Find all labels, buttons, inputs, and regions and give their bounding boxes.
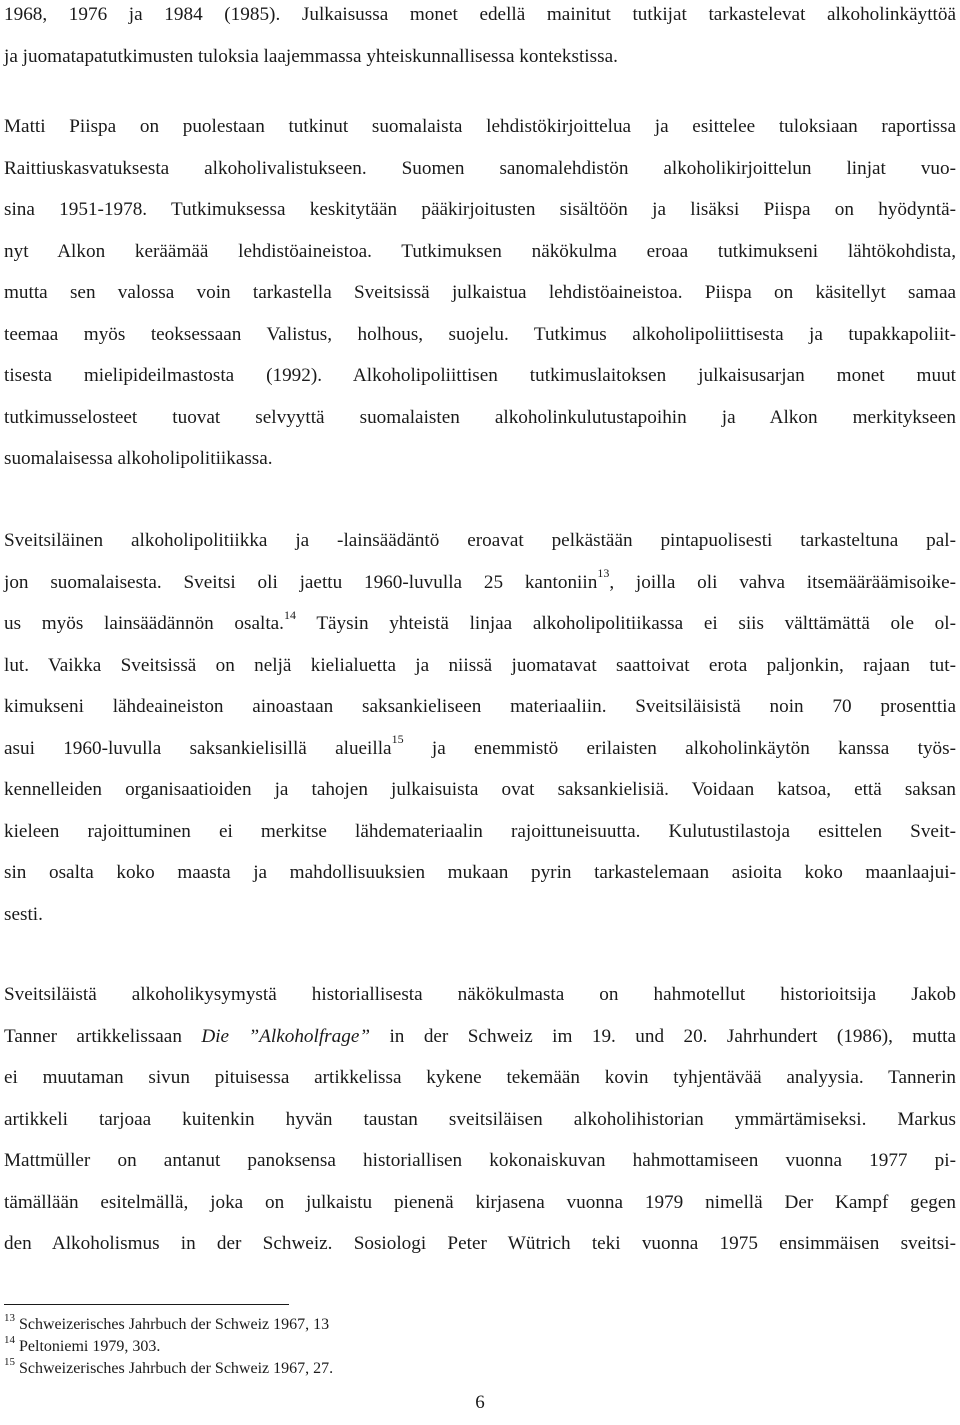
text-line: mutta sen valossa voin tarkastella Sveitsissä julkaistua lehdistöaineistoa. Piispa on käsitellyt samaa (4, 282, 956, 303)
text-line (4, 1016, 956, 1058)
text-line: Matti Piispa on puolestaan tutkinut suomalaista lehdistökirjoittelua ja esittelee tuloksiaan raportissa (4, 116, 956, 137)
text-line: Sveitsiläinen alkoholipolitiikka ja -lainsäädäntö eroavat pelkästään pintapuolisesti tarkasteltuna pal- (4, 530, 956, 551)
text-line: suomalaisessa alkoholipolitiikassa. (4, 448, 273, 469)
text-span: Tanner artikkelissaan (4, 1025, 202, 1047)
paragraph-1 (4, 0, 956, 77)
footnote-number: 13 (4, 1311, 15, 1324)
text-line (4, 603, 956, 645)
footnote-number: 15 (4, 1355, 15, 1368)
footnote-number: 14 (4, 1333, 15, 1346)
page-number: 6 (475, 1392, 485, 1413)
text-line: sina 1951-1978. Tutkimuksessa keskitytään pääkirjoitusten sisältöön ja lisäksi Piispa on hyödyntä- (4, 199, 956, 220)
text-line: kieleen rajoittuminen ei merkitse lähdemateriaalin rajoittuneisuutta. Kulutustilastoja esittelen Sveit- (4, 820, 956, 842)
footnote-ref-15[interactable]: 15 (391, 732, 404, 747)
footnote (4, 1333, 604, 1358)
footnote (4, 1355, 604, 1380)
text-line (4, 562, 956, 604)
footnote-text: Peltoniemi 1979, 303. (19, 1338, 161, 1355)
text-span: us myös lainsäädännön osalta. (4, 613, 284, 634)
text-line: Raittiuskasvatuksesta alkoholivalistukseen. Suomen sanomalehdistön alkoholikirjoittelun linjat vuo- (4, 157, 956, 179)
text-span: asui 1960-luvulla saksankielisillä alueilla (4, 737, 392, 759)
text-span: Täysin yhteistä linjaa alkoholipolitiikassa ei siis välttämättä ole ol- (295, 613, 956, 634)
text-line (4, 728, 956, 770)
text-line: tisesta mielipideilmastosta (1992). Alkoholipoliittisen tutkimuslaitoksen julkaisusarjan monet muut (4, 365, 956, 386)
text-span: in der Schweiz im 19. und 20. Jahrhundert (1986), mutta (370, 1025, 957, 1047)
text-line: ei muutaman sivun pituisessa artikkelissa kykene tekemään kovin tyhjentävää analyysia. Tannerin (4, 1067, 956, 1088)
text-line: kennelleiden organisaatioiden ja tahojen julkaisuista ovat saksankielisiä. Voidaan katsoa, että saksan (4, 779, 956, 800)
text-line: tämällään esitelmällä, joka on julkaistu pienenä kirjasena vuonna 1979 nimellä Der Kampf gegen (4, 1191, 956, 1213)
text-line: tutkimusselosteet tuovat selvyyttä suomalaisten alkoholinkulutustapoihin ja Alkon merkitykseen (4, 406, 956, 428)
footnote-ref-13[interactable]: 13 (597, 566, 610, 581)
text-line: 1968, 1976 ja 1984 (1985). Julkaisussa monet edellä mainitut tutkijat tarkastelevat alkoholinkäyttöä (4, 4, 956, 25)
text-line: ja juomatapatutkimusten tuloksia laajemmassa yhteiskunnallisessa kontekstissa. (4, 45, 618, 67)
text-line: teemaa myös teoksessaan Valistus, holhous, suojelu. Tutkimus alkoholipoliittisesta ja tupakkapoliit- (4, 323, 956, 345)
text-line: nyt Alkon keräämää lehdistöaineistoa. Tutkimuksen näkökulma eroaa tutkimukseni lähtökohdista, (4, 240, 956, 262)
footnote-text: Schweizerisches Jahrbuch der Schweiz 1967, 27. (19, 1360, 334, 1377)
text-span: ja enemmistö erilaisten alkoholinkäytön kanssa työs- (403, 737, 956, 759)
text-line: Mattmüller on antanut panoksensa historiallisen kokonaiskuvan hahmottamiseen vuonna 1977 pi- (4, 1150, 956, 1171)
text-line: sesti. (4, 903, 43, 925)
text-line: artikkeli tarjoaa kuitenkin hyvän taustan sveitsiläisen alkoholihistorian ymmärtämiseksi. Markus (4, 1108, 956, 1130)
text-span: jon suomalaisesta. Sveitsi oli jaettu 1960-luvulla 25 kantoniin (4, 571, 598, 593)
text-line: den Alkoholismus in der Schweiz. Sosiologi Peter Wütrich teki vuonna 1975 ensimmäisen sveitsi- (4, 1233, 956, 1254)
paragraph-3 (4, 520, 956, 935)
footnote-separator (4, 1304, 289, 1305)
footnote-text: Schweizerisches Jahrbuch der Schweiz 1967, 13 (19, 1316, 330, 1333)
text-span: , joilla oli vahva itsemääräämisoike- (609, 571, 956, 593)
text-line: lut. Vaikka Sveitsissä on neljä kielialuetta ja niissä juomatavat saattoivat erota paljonkin, rajaan tut- (4, 654, 956, 676)
italic-title: Die ”Alkoholfrage” (201, 1025, 371, 1047)
text-line: sin osalta koko maasta ja mahdollisuuksien mukaan pyrin tarkastelemaan asioita koko maanlaajui- (4, 862, 956, 883)
footnote (4, 1311, 604, 1336)
paragraph-4 (4, 974, 956, 1265)
text-line: Sveitsiläistä alkoholikysymystä historiallisesta näkökulmasta on hahmotellut historioitsija Jakob (4, 984, 956, 1005)
paragraph-2 (4, 106, 956, 480)
footnote-ref-14[interactable]: 14 (283, 607, 296, 622)
footnotes (4, 1311, 604, 1380)
text-line: kimukseni lähdeaineiston ainoastaan saksankieliseen materiaaliin. Sveitsiläisistä noin 70 prosenttia (4, 696, 956, 717)
